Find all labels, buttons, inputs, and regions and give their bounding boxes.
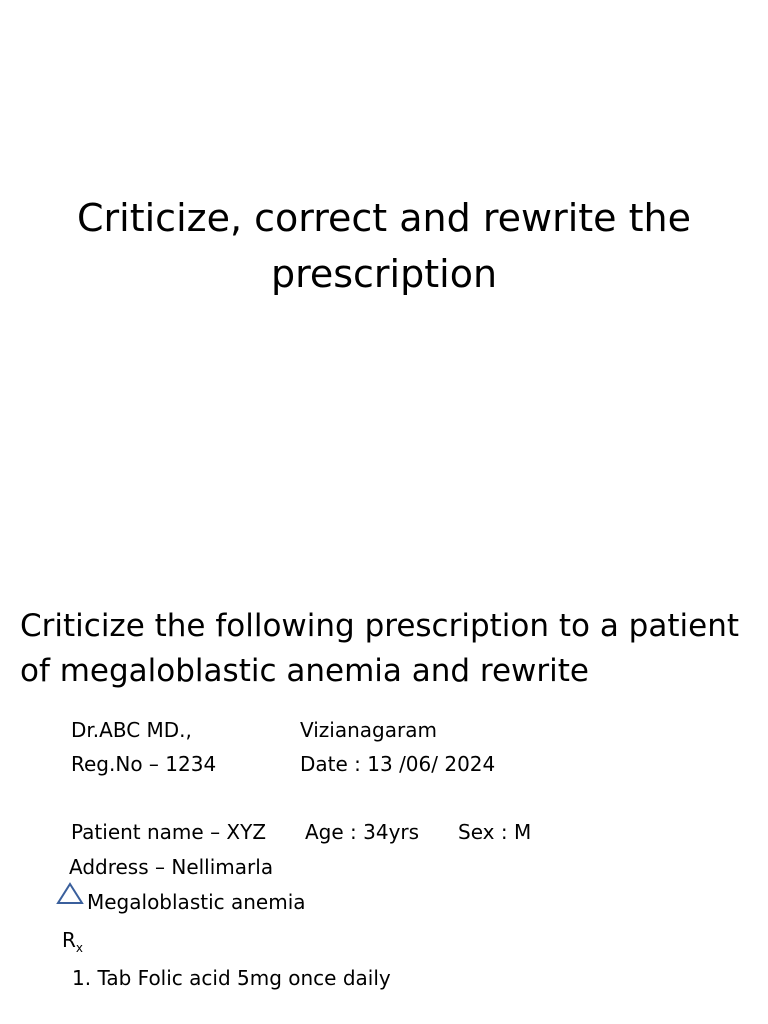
place: Vizianagaram [300, 718, 437, 742]
rx-symbol-sub: x [75, 941, 84, 955]
section-heading: Criticize the following prescription to a patient of megaloblastic anemia and rewrite [20, 608, 739, 689]
doctor-name: Dr.ABC MD., [71, 718, 192, 742]
reg-no: Reg.No – 1234 [71, 752, 217, 776]
slide-title: Criticize, correct and rewrite the prescription [77, 196, 691, 296]
rx-symbol [62, 927, 83, 956]
patient-sex: Sex : M [458, 820, 532, 844]
delta-triangle-icon [56, 882, 84, 906]
diagnosis: Megaloblastic anemia [87, 890, 306, 914]
date: Date : 13 /06/ 2024 [300, 752, 496, 776]
patient-address: Address – Nellimarla [69, 855, 274, 879]
rx-item: 1. Tab Folic acid 5mg once daily [72, 966, 391, 990]
patient-age: Age : 34yrs [305, 820, 420, 844]
patient-name: Patient name – XYZ [71, 820, 267, 844]
rx-symbol-main: R [62, 928, 76, 952]
